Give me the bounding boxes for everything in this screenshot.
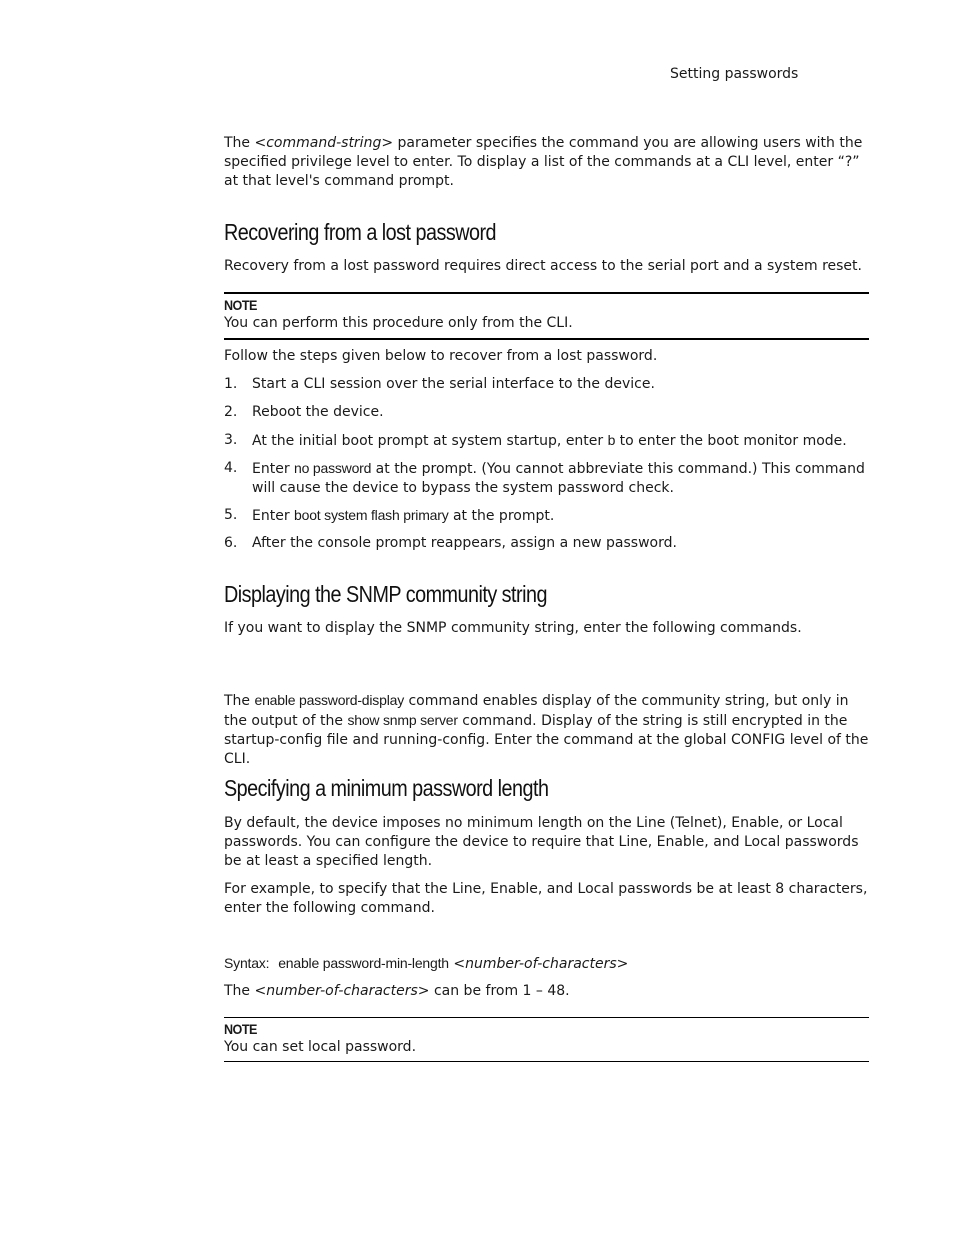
- minlen-paragraph-2: For example, to specify that the Line, Enable, and Local passwords be at least 8 characters, enter the following command.: [224, 881, 868, 916]
- snmp-text-c: command. Display of the string is still encrypted in the startup-config file and running-config. Enter the command at the global CONFIG level of the CLI.: [224, 713, 869, 767]
- step-text-b: at the prompt.: [448, 508, 555, 524]
- minlen-paragraph-3: [224, 982, 869, 1001]
- snmp-paragraph-1: If you want to display the SNMP community string, enter the following commands.: [224, 620, 802, 636]
- note-label: NOTE: [224, 297, 257, 313]
- snmp-text-b: command enables display of the community string, but only in the output of the: [224, 693, 849, 729]
- step-text: [252, 431, 869, 451]
- snmp-paragraph-2: [224, 691, 869, 769]
- step-command: boot system flash primary: [294, 507, 449, 523]
- syntax-line: [224, 954, 869, 974]
- step-text: [252, 459, 869, 498]
- intro-param: command-string: [266, 135, 382, 151]
- syntax-command: enable password-min-length: [278, 955, 449, 971]
- step-text-b: at the prompt. (You cannot abbreviate this command.) This command will cause the device to bypass the system password check.: [252, 461, 865, 496]
- note-text: You can set local password.: [224, 1039, 417, 1055]
- heading-recovering: Recovering from a lost password: [224, 219, 497, 245]
- syntax-param: <number-of-characters>: [453, 956, 629, 972]
- step-command: no password: [294, 460, 372, 476]
- command-enable-password-display: enable password-display: [254, 692, 404, 708]
- minlen-text-b: > can be from 1 – 48.: [417, 983, 570, 999]
- recover-paragraph-1: Recovery from a lost password requires direct access to the serial port and a system reset.: [224, 258, 862, 274]
- command-show-snmp-server: show snmp server: [347, 712, 458, 728]
- step-text: Reboot the device.: [252, 404, 384, 420]
- intro-text-b: > parameter specifies the command you are allowing users with the specified privilege level to enter. To display a list of the commands at a CLI level, enter “?” at that level's command prompt.: [224, 135, 863, 189]
- step-command: b: [607, 432, 616, 448]
- running-header: Setting passwords: [670, 66, 799, 82]
- step-text-a: Enter: [252, 508, 295, 524]
- step-number: 5.: [224, 507, 238, 523]
- note-text: You can perform this procedure only from the CLI.: [224, 315, 573, 331]
- step-number: 2.: [224, 404, 238, 420]
- step-text: [252, 506, 869, 526]
- step-number: 1.: [224, 376, 238, 392]
- snmp-text-a: The: [224, 693, 255, 709]
- intro-paragraph: [224, 134, 869, 191]
- step-text-b: to enter the boot monitor mode.: [615, 433, 847, 449]
- step-text: Start a CLI session over the serial interface to the device.: [252, 376, 655, 392]
- step-number: 4.: [224, 460, 238, 476]
- step-number: 3.: [224, 432, 238, 448]
- step-number: 6.: [224, 535, 238, 551]
- note-label: NOTE: [224, 1021, 257, 1037]
- syntax-label: Syntax:: [224, 955, 270, 971]
- minlen-paragraph-1: By default, the device imposes no minimum length on the Line (Telnet), Enable, or Local passwords. You can configure the device to require that Line, Enable, and Local passwords be at least a specified length.: [224, 815, 859, 869]
- intro-text-a: The <: [224, 135, 267, 151]
- step-text: After the console prompt reappears, assign a new password.: [252, 535, 677, 551]
- step-text-a: At the initial boot prompt at system startup, enter: [252, 433, 608, 449]
- note-box-local: [224, 1017, 869, 1062]
- recover-paragraph-2: Follow the steps given below to recover from a lost password.: [224, 348, 658, 364]
- heading-snmp: Displaying the SNMP community string: [224, 581, 547, 607]
- minlen-param: number-of-characters: [266, 983, 418, 999]
- step-text-a: Enter: [252, 461, 295, 477]
- heading-min-length: Specifying a minimum password length: [224, 775, 549, 801]
- minlen-text-a: The <: [224, 983, 267, 999]
- note-box-cli: [224, 292, 869, 340]
